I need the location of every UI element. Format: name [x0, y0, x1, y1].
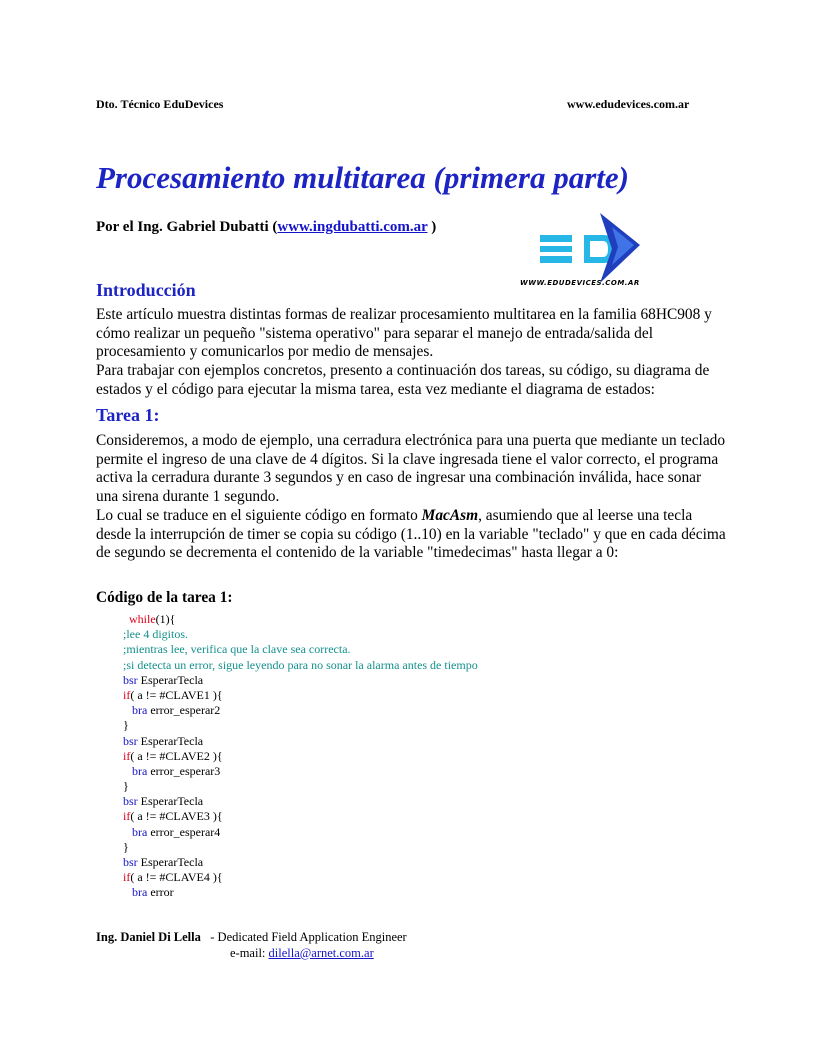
code-text: (1){: [155, 612, 176, 626]
code-text: EsperarTecla: [137, 672, 204, 687]
code-line: [123, 809, 478, 824]
code-line: [123, 764, 478, 779]
code-keyword: if: [123, 809, 131, 824]
footer-role: - Dedicated Field Application Engineer: [200, 930, 407, 944]
edudevices-logo: [518, 205, 670, 291]
code-text: }: [123, 779, 129, 794]
code-block: [123, 612, 478, 901]
code-line: [123, 627, 478, 642]
code-keyword: bra: [132, 763, 148, 778]
code-text: }: [123, 718, 129, 733]
code-line: [123, 734, 478, 749]
code-text: EsperarTecla: [137, 794, 204, 809]
code-keyword: bra: [132, 703, 148, 718]
page-title: Procesamiento multitarea (primera parte): [96, 160, 629, 195]
footer-name: Ing. Daniel Di Lella: [96, 930, 201, 944]
code-line: [123, 794, 478, 809]
code-line: [123, 885, 478, 900]
intro-paragraph-2: Para trabajar con ejemplos concretos, presento a continuación dos tareas, su código, su diagrama de estados y el código para ejecutar la misma tarea, esta vez mediante el diagrama de estados:: [96, 362, 710, 398]
code-keyword: if: [123, 870, 131, 885]
code-heading: Código de la tarea 1:: [96, 589, 233, 606]
code-line: [123, 718, 478, 733]
footer-email-link[interactable]: dilella@arnet.com.ar: [268, 945, 374, 960]
task1-paragraph-1: Consideremos, a modo de ejemplo, una cerradura electrónica para una puerta que mediante un teclado permite el ingreso de una clave de 4 dígitos. Si la clave ingresada tiene el valor correcto, el programa activa la cerradura durante 3 segundos y en caso de ingresar una combinación inválida, hace sonar una sirena durante 1 segundo.: [96, 432, 726, 506]
author-website-link[interactable]: www.ingdubatti.com.ar: [277, 219, 428, 235]
code-line: [123, 688, 478, 703]
task1-paragraph-2: [96, 507, 726, 563]
macasm-emphasis: MacAsm: [421, 506, 479, 524]
code-line: [123, 855, 478, 870]
code-text: ( a != #CLAVE3 ){: [130, 809, 223, 824]
code-text: error_esperar4: [147, 824, 221, 839]
code-keyword: bra: [132, 824, 148, 839]
author-prefix: Por el Ing. Gabriel Dubatti (: [96, 219, 278, 235]
footer-email-label: e-mail:: [230, 945, 269, 960]
header-right: www.edudevices.com.ar: [567, 97, 690, 111]
code-line: [123, 840, 478, 855]
author-suffix: ): [427, 219, 437, 235]
code-line: [123, 673, 478, 688]
code-keyword: bsr: [123, 672, 138, 687]
intro-heading: Introducción: [96, 280, 196, 300]
code-keyword: while: [129, 612, 156, 626]
code-comment: ;mientras lee, verifica que la clave sea correcta.: [123, 642, 351, 657]
author-line: [96, 219, 436, 236]
code-text: error_esperar2: [147, 703, 221, 718]
footer-line-1: [96, 930, 407, 946]
code-keyword: bsr: [123, 855, 138, 869]
code-line: [123, 642, 478, 657]
code-text: EsperarTecla: [137, 855, 204, 869]
code-keyword: bra: [132, 885, 148, 900]
code-text: ( a != #CLAVE4 ){: [130, 870, 223, 885]
code-text: error_esperar3: [147, 763, 221, 778]
code-keyword: bsr: [123, 794, 138, 809]
code-text: }: [123, 839, 129, 854]
code-line: [123, 779, 478, 794]
code-text: error: [147, 885, 174, 900]
code-line: [123, 612, 478, 627]
code-keyword: bsr: [123, 733, 138, 748]
code-line: [123, 749, 478, 764]
code-keyword: if: [123, 748, 131, 763]
code-text: ( a != #CLAVE1 ){: [130, 687, 223, 702]
task1-p2-before: Lo cual se traduce en el siguiente código en formato: [96, 506, 422, 524]
task1-heading: Tarea 1:: [96, 405, 160, 425]
code-line: [123, 870, 478, 885]
code-comment: ;lee 4 digitos.: [123, 627, 188, 642]
intro-paragraphs: [96, 306, 726, 400]
code-comment: ;si detecta un error, sigue leyendo para no sonar la alarma antes de tiempo: [123, 657, 478, 672]
code-line: [123, 825, 478, 840]
task1-paragraphs: [96, 432, 726, 563]
intro-paragraph-1: Este artículo muestra distintas formas de realizar procesamiento multitarea en la familia 68HC908 y cómo realizar un pequeño "sistema operativo" para separar el manejo de entrada/salida del procesamiento y comunicarlos por medio de mensajes.: [96, 306, 712, 361]
code-line: [123, 658, 478, 673]
footer: [96, 930, 407, 961]
code-text: EsperarTecla: [137, 733, 204, 748]
code-line: [123, 703, 478, 718]
code-text: ( a != #CLAVE2 ){: [130, 748, 223, 763]
logo-caption: WWW.EDUDEVICES.COM.AR: [520, 279, 640, 287]
footer-line-2: [96, 946, 407, 962]
code-keyword: if: [123, 687, 131, 702]
header-left: Dto. Técnico EduDevices: [96, 97, 224, 111]
task1-p2-after: , asumiendo que al leerse una tecla desde la interrupción de timer se copia su código (1..10) en la variable "teclado" y que en cada décima de segundo se decrementa el contenido de la variable "timedecimas" hasta llegar a 0:: [96, 506, 726, 562]
